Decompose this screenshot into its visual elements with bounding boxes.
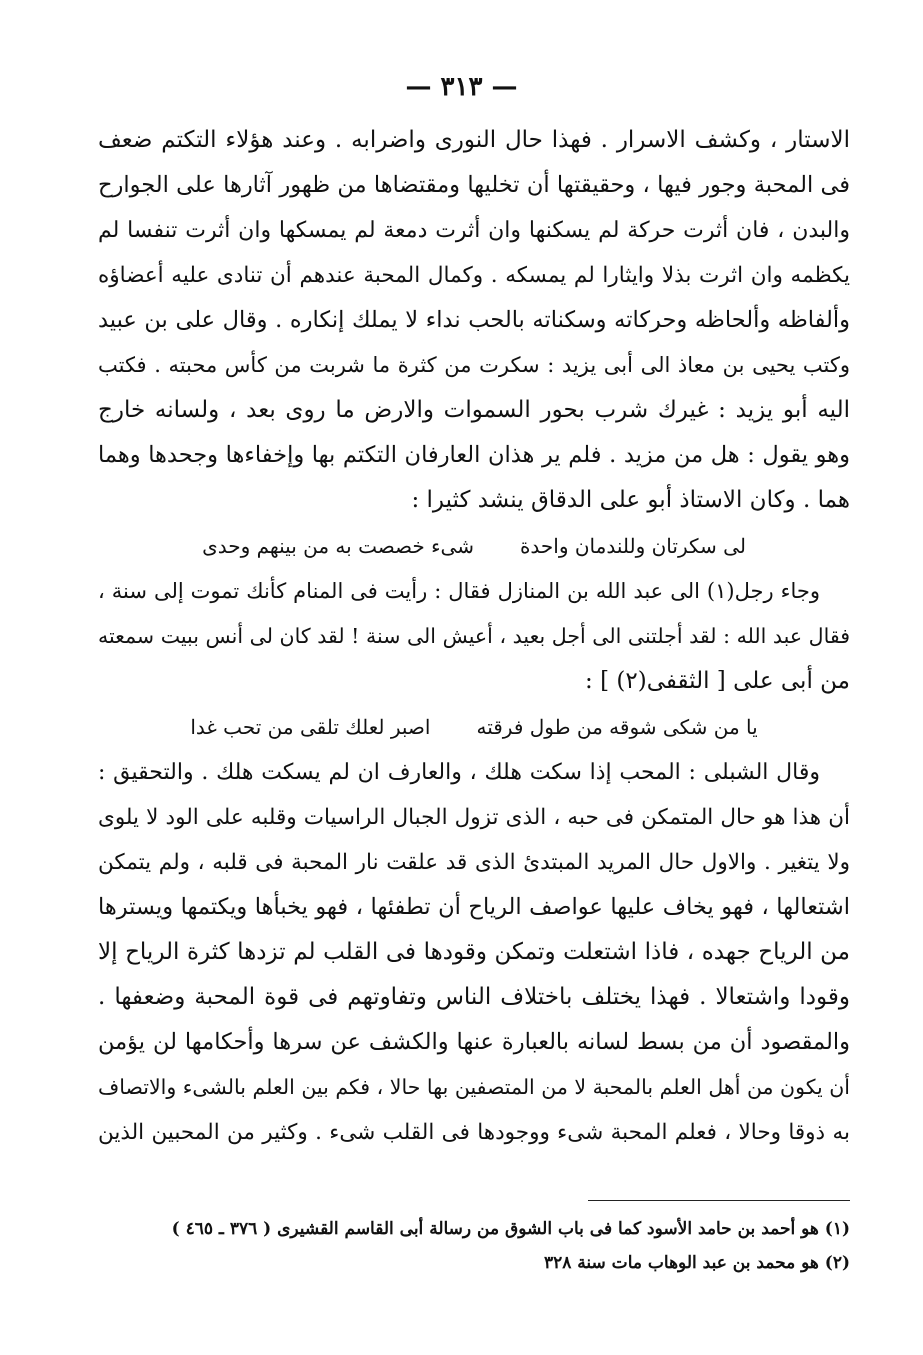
- footnote-2: (٢) هو محمد بن عبد الوهاب مات سنة ٣٢٨: [543, 1253, 850, 1273]
- text-line: هما . وكان الاستاذ أبو على الدقاق ينشد كثيرا :: [411, 487, 850, 513]
- text-line: وألفاظه وألحاظه وحركاته وسكناته بالحب نداء لا يملك إنكاره . وقال على بن عبيد: [98, 307, 850, 333]
- verse-2: [98, 704, 850, 750]
- verse-hemistich: اصبر لعلك تلقى من تحب غدا: [190, 715, 431, 739]
- text-line: الاستار ، وكشف الاسرار . فهذا حال النورى واضرابه . وعند هؤلاء التكتم ضعف: [98, 127, 850, 153]
- page-number: — ٣١٣ —: [405, 72, 518, 102]
- paragraph-3: [98, 750, 850, 1155]
- text-line: وكتب يحيى بن معاذ الى أبى يزيد : سكرت من كثرة ما شربت من كأس محبته . فكتب: [98, 353, 850, 377]
- text-line: أن هذا هو حال المتمكن فى حبه ، الذى تزول الجبال الراسيات وقلبه على الود لا يلوى: [98, 805, 850, 830]
- text-line: والمقصود أن من بسط لسانه بالعبارة عنها والكشف عن سرها وأحكامها لن يؤمن: [98, 1029, 850, 1055]
- text-line: ولا يتغير . والاول حال المريد المبتدئ الذى قد علقت نار المحبة فى قلبه ، ولم يتمكن: [98, 850, 850, 875]
- verse-1: [98, 523, 850, 569]
- text-line: يكظمه وان اثرت بذلا وايثارا لم يمسكه . وكمال المحبة عندهم أن تنادى عليه أعضاؤه: [98, 263, 850, 288]
- text-line: وجاء رجل(١) الى عبد الله بن المنازل فقال : رأيت فى المنام كأنك تموت إلى سنة ،: [98, 579, 820, 603]
- text-line: وهو يقول : هل من مزيد . فلم ير هذان العارفان التكتم بها وإخفاءها وجحدها وهما: [98, 442, 850, 468]
- text-line: أن يكون من أهل العلم بالمحبة لا من المتصفين بها حالا ، فكم بين العلم بالشىء والاتصاف: [98, 1075, 850, 1099]
- text-line: فى المحبة وجور فيها ، وحقيقتها أن تخليها ومقتضاها من ظهور آثارها على الجوارح: [98, 172, 850, 198]
- text-line: به ذوقا وحالا ، فعلم المحبة شىء ووجودها فى القلب شىء . وكثير من المحبين الذين: [98, 1120, 850, 1145]
- footnote-divider: [588, 1200, 850, 1201]
- main-text: [98, 118, 850, 1155]
- text-line: وقودا واشتعالا . فهذا يختلف باختلاف الناس وتفاوتهم فى قوة المحبة وضعفها .: [98, 984, 850, 1010]
- text-line: اليه أبو يزيد : غيرك شرب بحور السموات والارض ما روى بعد ، ولسانه خارج: [98, 397, 850, 423]
- verse-hemistich: شىء خصصت به من بينهم وحدى: [202, 534, 474, 558]
- paragraph-1: [98, 118, 850, 523]
- verse-hemistich: لى سكرتان وللندمان واحدة: [519, 534, 746, 558]
- footnotes: [98, 1212, 850, 1280]
- text-line: من أبى على [ الثقفى(٢) ] :: [585, 668, 850, 694]
- verse-hemistich: يا من شكى شوقه من طول فرقته: [476, 715, 758, 739]
- footnote-1: (١) هو أحمد بن حامد الأسود كما فى باب الشوق من رسالة أبى القاسم القشيرى ( ٣٧٦ ـ ٤٦٥ ): [171, 1219, 850, 1239]
- paragraph-2: [98, 569, 850, 704]
- text-line: اشتعالها ، فهو يخاف عليها عواصف الرياح أن تطفئها ، فهو يخبأها ويكتمها ويسترها: [98, 894, 850, 920]
- text-line: والبدن ، فان أثرت حركة لم يسكنها وان أثرت دمعة لم يمسكها وان أثرت تنفسا لم: [98, 218, 850, 243]
- text-line: فقال عبد الله : لقد أجلتنى الى أجل بعيد ، أعيش الى سنة ! لقد كان لى أنس ببيت سمعته: [98, 624, 850, 648]
- text-line: وقال الشبلى : المحب إذا سكت هلك ، والعارف ان لم يسكت هلك . والتحقيق :: [98, 760, 820, 785]
- text-line: من الرياح جهده ، فاذا اشتعلت وتمكن وقودها فى القلب لم تزدها كثرة الرياح إلا: [98, 939, 850, 965]
